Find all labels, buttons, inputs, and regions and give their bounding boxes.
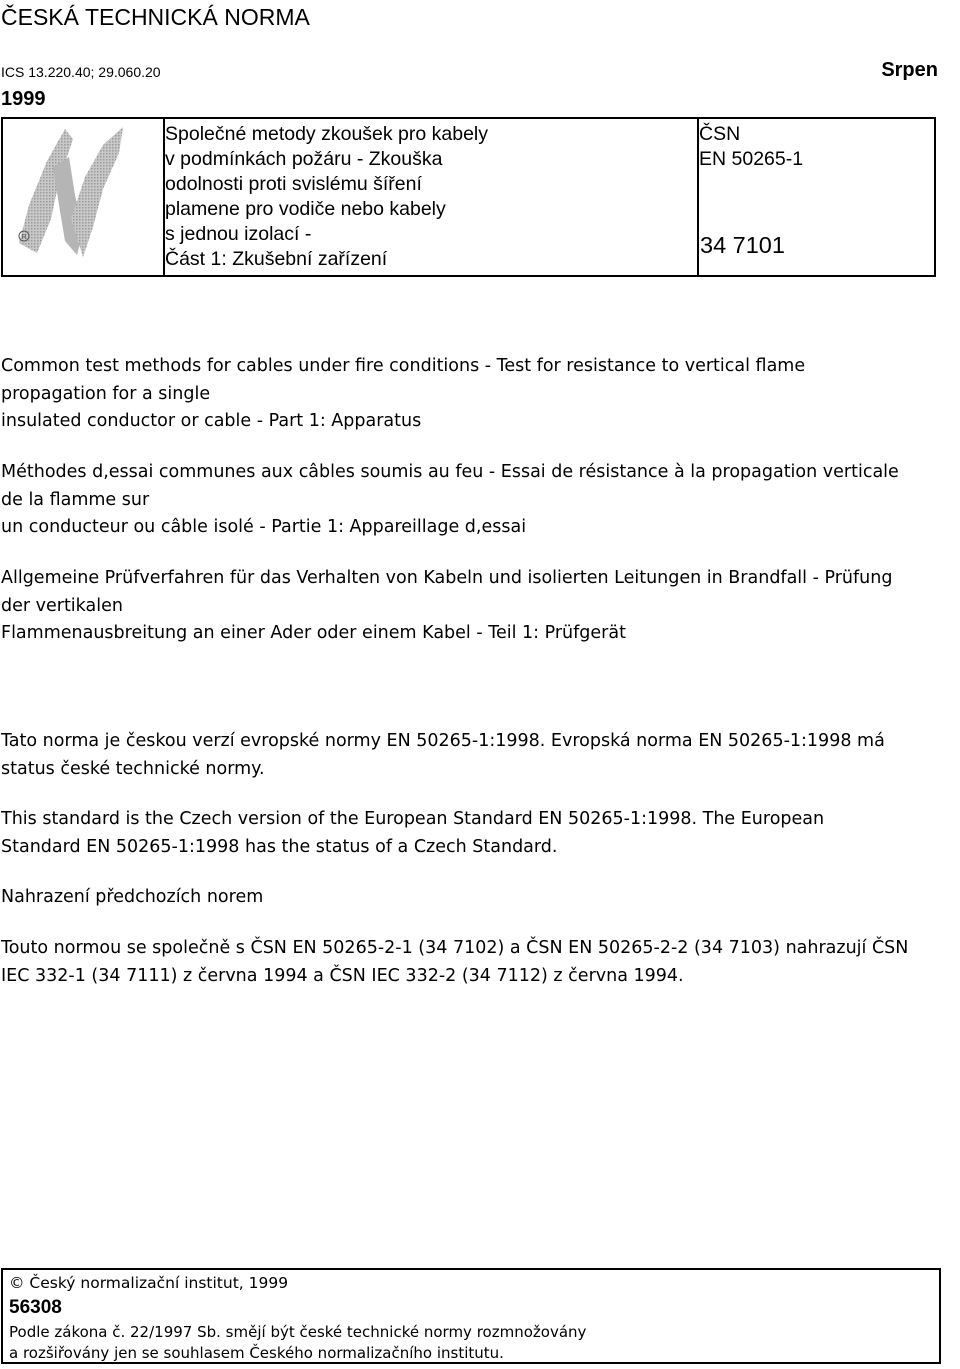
english-title-line: propagation for a single [1, 383, 211, 404]
csn-label: ČSN [699, 123, 741, 145]
french-title [1, 459, 899, 542]
german-title-line: Flammenausbreitung an einer Ader oder einem Kabel - Teil 1: Prüfgerät [1, 623, 626, 643]
copyright-notice: © Český normalizační institut, 1999 [9, 1274, 289, 1292]
czech-title-line: v podmínkách požáru - Zkouška [165, 148, 443, 170]
replacement-text [1, 935, 908, 990]
french-title-line: Méthodes d,essai communes aux câbles soumis au feu - Essai de résistance à la propagation verticale [1, 462, 899, 482]
english-statement [1, 806, 824, 861]
english-statement-line: Standard EN 50265-1:1998 has the status of a Czech Standard. [1, 836, 558, 857]
czech-title-line: odolnosti proti svislému šíření [165, 173, 422, 195]
publication-month: Srpen [881, 59, 938, 81]
reproduction-note-line: a rozšiřovány jen se souhlasem Českého normalizačního institutu. [9, 1344, 504, 1362]
czech-statement [1, 728, 885, 783]
replacement-heading [1, 884, 263, 912]
czech-statement-line: status české technické normy. [1, 758, 265, 779]
classification-number: 34 7101 [700, 232, 785, 258]
footer-box [1, 1268, 941, 1364]
english-title-line: Common test methods for cables under fire conditions - Test for resistance to vertical flame [1, 356, 806, 376]
german-title [1, 565, 892, 648]
french-title-line: un conducteur ou câble isolé - Partie 1: Appareillage d,essai [1, 517, 527, 537]
document-heading: ČESKÁ TECHNICKÁ NORMA [1, 4, 310, 30]
french-title-line: de la flamme sur [1, 489, 150, 510]
czech-title-line: Společné metody zkoušek pro kabely [165, 123, 489, 145]
english-title-line: insulated conductor or cable - Part 1: Apparatus [1, 411, 422, 431]
german-title-line: Allgemeine Prüfverfahren für das Verhalten von Kabeln und isolierten Leitungen in Brandfall - Prüfung [1, 568, 893, 588]
czech-title-line: s jednou izolací - [165, 223, 312, 245]
publication-year: 1999 [1, 88, 46, 110]
english-statement-line: This standard is the Czech version of the European Standard EN 50265-1:1998. The European [1, 809, 825, 829]
czech-statement-line: Tato norma je českou verzí evropské normy EN 50265-1:1998. Evropská norma EN 50265-1:1998 má [1, 731, 885, 751]
replacement-text-line: Touto normou se společně s ČSN EN 50265-2-1 (34 7102) a ČSN EN 50265-2-2 (34 7103) nahrazují ČSN [1, 938, 909, 958]
english-title [1, 353, 805, 436]
document-id: 56308 [9, 1297, 62, 1318]
reproduction-note [9, 1322, 586, 1364]
ics-code: ICS 13.220.40; 29.060.20 [1, 64, 161, 80]
en-standard-number: EN 50265-1 [699, 148, 804, 170]
replacement-text-line: IEC 332-1 (34 7111) z června 1994 a ČSN IEC 332-2 (34 7112) z června 1994. [1, 965, 684, 986]
czech-title-line: Část 1: Zkušební zařízení [165, 248, 388, 270]
german-title-line: der vertikalen [1, 595, 123, 616]
title-box [1, 117, 936, 277]
replacement-heading-text: Nahrazení předchozích norem [1, 887, 264, 907]
czech-title-line: plamene pro vodiče nebo kabely [165, 198, 446, 220]
czech-title [165, 122, 695, 272]
csni-logo-icon [7, 123, 157, 273]
registered-mark: R [21, 234, 27, 241]
reproduction-note-line: Podle zákona č. 22/1997 Sb. smějí být české technické normy rozmnožovány [9, 1323, 587, 1341]
